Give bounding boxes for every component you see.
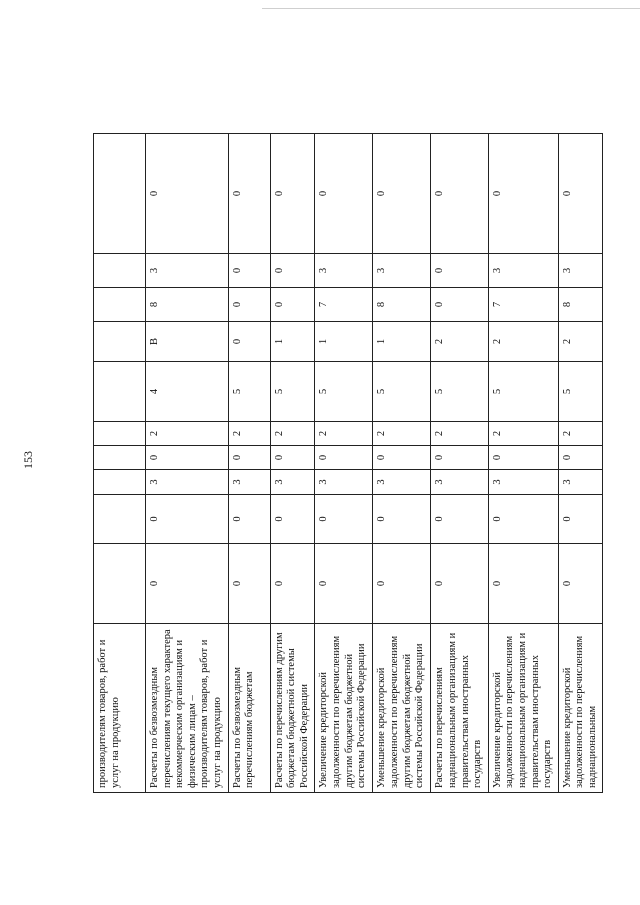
code-cell-5: 2	[488, 422, 558, 446]
code-cell-7: В	[146, 322, 229, 362]
code-cell-4: 0	[146, 446, 229, 470]
code-cell-6: 5	[373, 362, 431, 422]
table-row	[94, 134, 146, 793]
rotated-table-container	[93, 134, 598, 793]
code-cell-10: 0	[431, 134, 488, 254]
code-cell-7: 1	[373, 322, 431, 362]
code-cell-2: 0	[315, 495, 373, 544]
row-description: Расчеты по безвозмездным перечислениям бюджетам	[228, 624, 270, 793]
code-cell-2: 0	[558, 495, 603, 544]
page-number: 153	[21, 451, 35, 469]
code-cell-9: 3	[558, 254, 603, 288]
code-cell-2: 0	[488, 495, 558, 544]
code-cell-10: 0	[558, 134, 603, 254]
code-cell-3: 3	[146, 470, 229, 495]
code-cell-4: 0	[315, 446, 373, 470]
row-description: Расчеты по перечислениям другим бюджетам бюджетной системы Российской Федерации	[270, 624, 315, 793]
code-cell-5	[94, 422, 146, 446]
code-cell-7	[94, 322, 146, 362]
code-cell-3: 3	[270, 470, 315, 495]
code-cell-10: 0	[270, 134, 315, 254]
code-cell-4: 0	[373, 446, 431, 470]
code-cell-4: 0	[228, 446, 270, 470]
code-cell-6: 5	[488, 362, 558, 422]
code-cell-5: 2	[146, 422, 229, 446]
code-cell-3: 3	[315, 470, 373, 495]
code-cell-9: 0	[270, 254, 315, 288]
row-description: Увеличение кредиторской задолженности по перечислениям наднациональным организациям и правительствам иностранных государств	[488, 624, 558, 793]
code-cell-4	[94, 446, 146, 470]
code-cell-8: 0	[270, 288, 315, 322]
code-cell-3: 3	[431, 470, 488, 495]
code-cell-1: 0	[373, 544, 431, 624]
code-cell-1: 0	[228, 544, 270, 624]
code-cell-10	[94, 134, 146, 254]
code-cell-1: 0	[558, 544, 603, 624]
code-cell-1: 0	[146, 544, 229, 624]
code-cell-1: 0	[431, 544, 488, 624]
row-description: Расчеты по безвозмездным перечислениям текущего характера некоммерческим организациям и физическим лицам – производителям товаров, работ и услуг на продукцию	[146, 624, 229, 793]
code-cell-3: 3	[488, 470, 558, 495]
code-cell-3: 3	[373, 470, 431, 495]
row-description: Уменьшение кредиторской задолженности по перечислениям другим бюджетам бюджетной системы Российской Федерации	[373, 624, 431, 793]
code-cell-6	[94, 362, 146, 422]
table-row	[146, 134, 229, 793]
code-cell-2: 0	[270, 495, 315, 544]
code-cell-10: 0	[228, 134, 270, 254]
code-cell-1	[94, 544, 146, 624]
code-cell-2	[94, 495, 146, 544]
code-cell-5: 2	[373, 422, 431, 446]
table-row	[488, 134, 558, 793]
code-cell-2: 0	[228, 495, 270, 544]
code-cell-8: 0	[228, 288, 270, 322]
code-cell-2: 0	[431, 495, 488, 544]
row-description: Расчеты по перечислениям наднациональным организациям и правительствам иностранных государств	[431, 624, 488, 793]
table-row	[228, 134, 270, 793]
code-cell-10: 0	[373, 134, 431, 254]
code-cell-8: 7	[488, 288, 558, 322]
code-cell-4: 0	[488, 446, 558, 470]
code-cell-7: 2	[488, 322, 558, 362]
code-cell-5: 2	[228, 422, 270, 446]
code-cell-5: 2	[315, 422, 373, 446]
code-cell-9: 3	[373, 254, 431, 288]
row-description: Увеличение кредиторской задолженности по перечислениям другим бюджетам бюджетной системы Российской Федерации	[315, 624, 373, 793]
code-cell-8: 8	[146, 288, 229, 322]
code-cell-10: 0	[315, 134, 373, 254]
code-cell-9: 0	[431, 254, 488, 288]
code-cell-2: 0	[146, 495, 229, 544]
row-description: производителям товаров, работ и услуг на продукцию	[94, 624, 146, 793]
budget-accounts-table	[93, 133, 603, 793]
code-cell-3	[94, 470, 146, 495]
code-cell-7: 1	[270, 322, 315, 362]
code-cell-8: 7	[315, 288, 373, 322]
code-cell-9: 0	[228, 254, 270, 288]
code-cell-8	[94, 288, 146, 322]
code-cell-7: 1	[315, 322, 373, 362]
table-row	[431, 134, 488, 793]
code-cell-8: 0	[431, 288, 488, 322]
code-cell-4: 0	[431, 446, 488, 470]
code-cell-5: 2	[270, 422, 315, 446]
code-cell-5: 2	[431, 422, 488, 446]
code-cell-9: 3	[315, 254, 373, 288]
row-description: Уменьшение кредиторской задолженности по перечислениям наднациональным	[558, 624, 603, 793]
code-cell-7: 2	[431, 322, 488, 362]
code-cell-6: 5	[315, 362, 373, 422]
scan-edge-line	[262, 8, 640, 9]
code-cell-1: 0	[270, 544, 315, 624]
code-cell-10: 0	[488, 134, 558, 254]
code-cell-3: 3	[228, 470, 270, 495]
code-cell-8: 8	[373, 288, 431, 322]
code-cell-5: 2	[558, 422, 603, 446]
table-row	[373, 134, 431, 793]
code-cell-4: 0	[558, 446, 603, 470]
table-row	[558, 134, 603, 793]
code-cell-6: 5	[228, 362, 270, 422]
code-cell-7: 0	[228, 322, 270, 362]
code-cell-1: 0	[488, 544, 558, 624]
code-cell-6: 5	[431, 362, 488, 422]
code-cell-4: 0	[270, 446, 315, 470]
code-cell-3: 3	[558, 470, 603, 495]
code-cell-9	[94, 254, 146, 288]
code-cell-6: 5	[270, 362, 315, 422]
code-cell-1: 0	[315, 544, 373, 624]
code-cell-2: 0	[373, 495, 431, 544]
code-cell-9: 3	[488, 254, 558, 288]
code-cell-10: 0	[146, 134, 229, 254]
code-cell-9: 3	[146, 254, 229, 288]
code-cell-8: 8	[558, 288, 603, 322]
table-row	[315, 134, 373, 793]
table-row	[270, 134, 315, 793]
code-cell-7: 2	[558, 322, 603, 362]
code-cell-6: 5	[558, 362, 603, 422]
code-cell-6: 4	[146, 362, 229, 422]
